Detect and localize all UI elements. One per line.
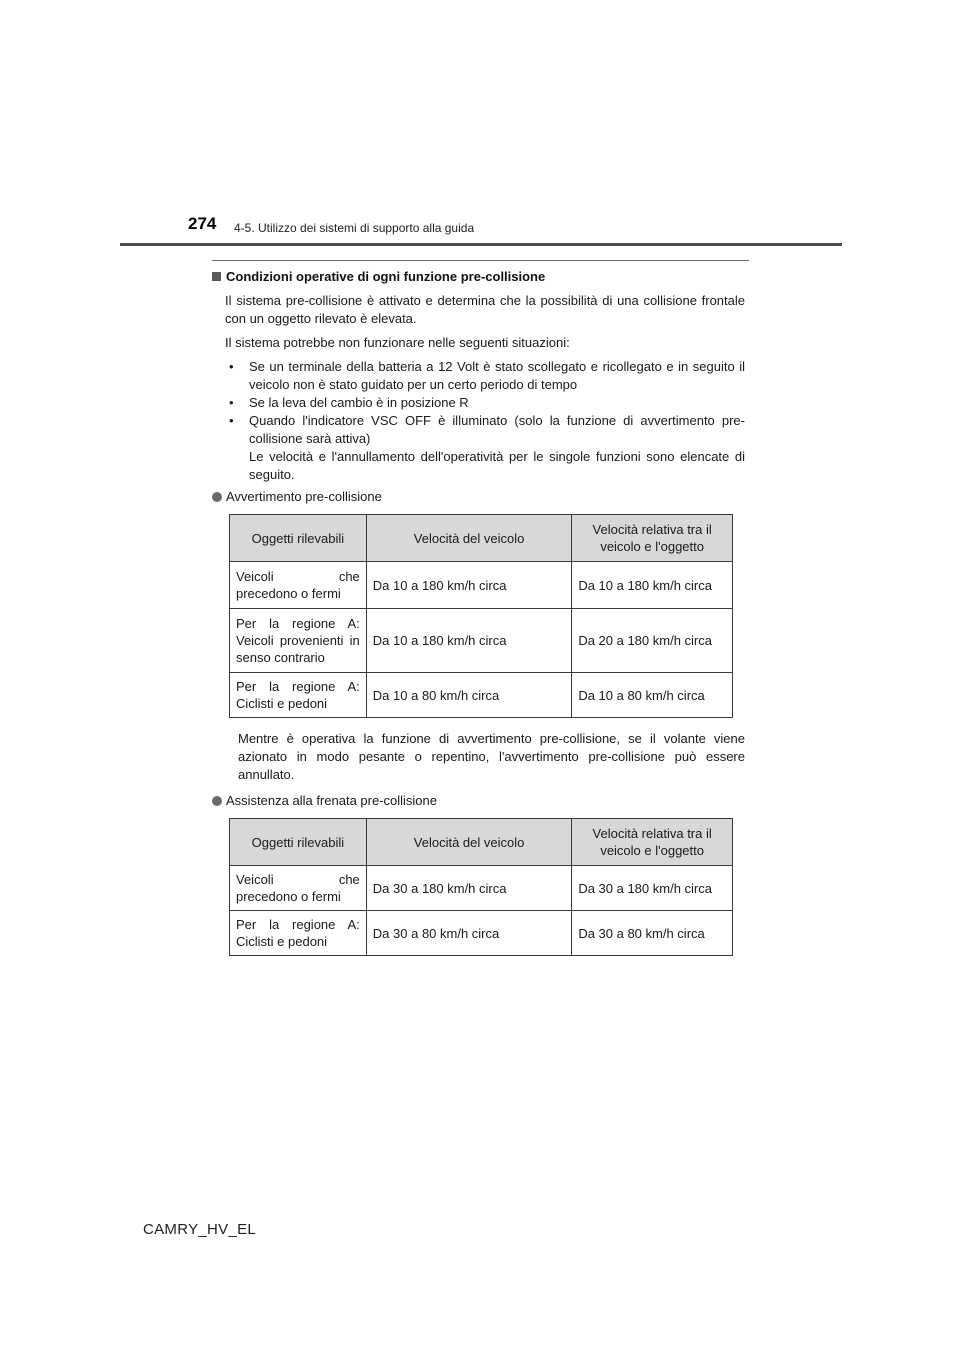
warning-heading-text: Avvertimento pre-collisione bbox=[226, 489, 382, 504]
table-header-row bbox=[230, 515, 733, 562]
table-cell: Da 10 a 180 km/h circa bbox=[572, 562, 733, 609]
list-item-text: Quando l'indicatore VSC OFF è illuminato (solo la funzione di avvertimento pre-collisione sarà attiva) bbox=[249, 413, 745, 446]
document-code: CAMRY_HV_EL bbox=[143, 1221, 257, 1238]
table-cell: Per la regione A: Ciclisti e pedoni bbox=[230, 673, 367, 718]
warning-table bbox=[229, 514, 733, 718]
section-title-text: Condizioni operative di ogni funzione pre-collisione bbox=[226, 269, 546, 284]
warning-heading bbox=[212, 488, 745, 506]
list-item-text: Se un terminale della batteria a 12 Volt è stato scollegato e ricollegato e in seguito il veicolo non è stato guidato per un certo periodo di tempo bbox=[249, 359, 745, 392]
bullet-dot-icon: • bbox=[229, 395, 234, 410]
table-cell: Per la regione A: Ciclisti e pedoni bbox=[230, 911, 367, 956]
running-header: 4-5. Utilizzo dei sistemi di supporto alla guida bbox=[234, 221, 475, 235]
table-cell: Da 10 a 180 km/h circa bbox=[366, 609, 572, 673]
table-cell: Da 30 a 180 km/h circa bbox=[572, 866, 733, 911]
page-number: 274 bbox=[188, 214, 217, 233]
square-bullet-icon bbox=[212, 272, 221, 281]
warning-note: Mentre è operativa la funzione di avvertimento pre-collisione, se il volante viene azionato in modo pesante o repentino, l'avvertimento pre-collisione può essere annullato. bbox=[238, 731, 745, 782]
header-cell: Velocità del veicolo bbox=[366, 819, 572, 866]
section-rule bbox=[212, 260, 749, 261]
circle-bullet-icon bbox=[212, 492, 222, 502]
list-item bbox=[225, 412, 745, 484]
section-title bbox=[212, 268, 745, 286]
bullet-dot-icon: • bbox=[229, 413, 234, 428]
circle-bullet-icon bbox=[212, 796, 222, 806]
table-row bbox=[230, 609, 733, 673]
header-rule bbox=[120, 243, 842, 246]
table-row bbox=[230, 911, 733, 956]
header-cell: Oggetti rilevabili bbox=[230, 515, 367, 562]
table-cell: Da 20 a 180 km/h circa bbox=[572, 609, 733, 673]
table-cell: Da 30 a 80 km/h circa bbox=[366, 911, 572, 956]
condition-list bbox=[225, 358, 745, 484]
header-cell: Velocità relativa tra il veicolo e l'oggetto bbox=[572, 515, 733, 562]
brake-assist-heading-text: Assistenza alla frenata pre-collisione bbox=[226, 793, 437, 808]
brake-assist-table bbox=[229, 818, 733, 956]
bullet-dot-icon: • bbox=[229, 359, 234, 374]
table-header-row bbox=[230, 819, 733, 866]
header-cell: Oggetti rilevabili bbox=[230, 819, 367, 866]
table-row bbox=[230, 673, 733, 718]
brake-assist-heading bbox=[212, 792, 745, 810]
header-cell: Velocità del veicolo bbox=[366, 515, 572, 562]
table-cell: Veicoli che precedono o fermi bbox=[230, 562, 367, 609]
table-row bbox=[230, 866, 733, 911]
list-item bbox=[225, 358, 745, 394]
list-item bbox=[225, 394, 745, 412]
content bbox=[212, 268, 745, 956]
list-item-text: Se la leva del cambio è in posizione R bbox=[249, 395, 469, 410]
not-working-intro: Il sistema potrebbe non funzionare nelle seguenti situazioni: bbox=[225, 335, 570, 350]
table-cell: Per la regione A: Veicoli provenienti in senso contrario bbox=[230, 609, 367, 673]
bullet-note: Le velocità e l'annullamento dell'operatività per le singole funzioni sono elencate di seguito. bbox=[249, 449, 745, 482]
intro-paragraph: Il sistema pre-collisione è attivato e determina che la possibilità di una collisione frontale con un oggetto rilevato è elevata. bbox=[225, 293, 745, 326]
table-cell: Veicoli che precedono o fermi bbox=[230, 866, 367, 911]
table-row bbox=[230, 562, 733, 609]
table-cell: Da 30 a 180 km/h circa bbox=[366, 866, 572, 911]
table-cell: Da 10 a 80 km/h circa bbox=[572, 673, 733, 718]
table-cell: Da 30 a 80 km/h circa bbox=[572, 911, 733, 956]
table-cell: Da 10 a 80 km/h circa bbox=[366, 673, 572, 718]
table-cell: Da 10 a 180 km/h circa bbox=[366, 562, 572, 609]
header-cell: Velocità relativa tra il veicolo e l'oggetto bbox=[572, 819, 733, 866]
